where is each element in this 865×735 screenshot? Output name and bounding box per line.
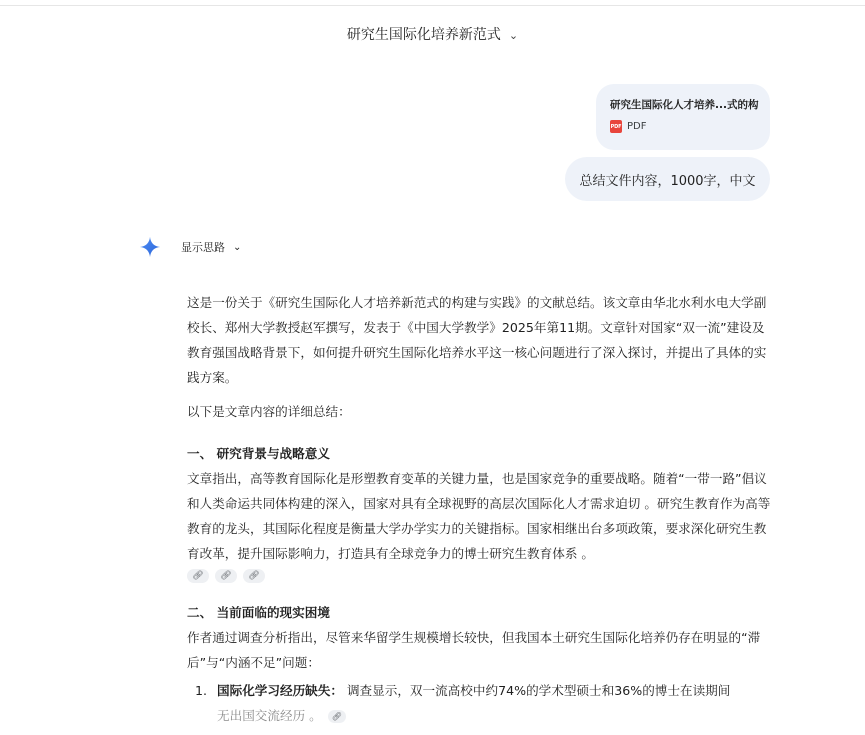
user-message-bubble: [565, 157, 770, 201]
link-icon[interactable]: 🔗︎: [187, 569, 209, 583]
attachment-file-type: PDF: [627, 121, 647, 132]
list-item: [187, 678, 772, 728]
section-body: 作者通过调查分析指出，尽管来华留学生规模增长较快，但我国本土研究生国际化培养仍存在明显的“滞后”与“内涵不足”问题：: [187, 630, 761, 670]
section-body: 文章指出，高等教育国际化是形塑教育变革的关键力量，也是国家竞争的重要战略。随着“一带一路”倡议和人类命运共同体构建的深入，国家对具有全球视野的高层次国际化人才需求迫切 。研究生教育作为高等教育的龙头，其国际化程度是衡量大学办学实力的关键指标。国家相继出台多项政策，要求深化研究生教育改革，提升国际影响力，打造具有全球竞争力的博士研究生教育体系 。: [187, 471, 771, 561]
list-item-number: 1.: [195, 683, 208, 698]
list-item-title: 国际化学习经历缺失：: [217, 683, 343, 698]
link-icon[interactable]: 🔗︎: [243, 569, 265, 583]
attachment-card[interactable]: [596, 84, 770, 150]
model-header: [139, 236, 241, 258]
attachment-type-row: [610, 120, 770, 133]
section-heading: 二、 当前面临的现实困境: [187, 605, 330, 620]
problem-list: [187, 678, 772, 728]
chevron-down-icon: ⌄: [508, 28, 519, 42]
response-lead: 以下是文章内容的详细总结：: [187, 404, 351, 419]
link-icon[interactable]: 🔗︎: [215, 569, 237, 583]
user-message-text: 总结文件内容，1000字，中文: [579, 173, 756, 189]
list-item-text: 调查显示，双一流高校中约74%的学术型硕士和36%的博士在读期间: [346, 683, 731, 698]
link-icon[interactable]: 🔗︎: [328, 710, 346, 723]
model-response: [187, 290, 772, 728]
source-chips: [187, 566, 772, 586]
show-thoughts-toggle[interactable]: 显示思路: [181, 241, 225, 254]
gemini-spark-icon: [139, 236, 161, 258]
list-item-fade-text: 无出国交流经历 。: [217, 708, 322, 723]
section-heading: 一、 研究背景与战略意义: [187, 446, 330, 461]
chevron-down-icon[interactable]: ⌄: [233, 241, 242, 253]
conversation-title: 研究生国际化培养新范式: [346, 27, 501, 43]
top-divider: [0, 5, 865, 6]
attachment-file-name: 研究生国际化人才培养...式的构: [610, 99, 759, 111]
response-intro: 这是一份关于《研究生国际化人才培养新范式的构建与实践》的文献总结。该文章由华北水利水电大学副校长、郑州大学教授赵军撰写，发表于《中国大学教学》2025年第11期。文章针对国家“双一流”建设及教育强国战略背景下，如何提升研究生国际化培养水平这一核心问题进行了深入探讨，并提出了具体的实践方案。: [187, 295, 767, 385]
pdf-icon: PDF: [610, 120, 622, 133]
conversation-title-menu[interactable]: [0, 24, 865, 44]
